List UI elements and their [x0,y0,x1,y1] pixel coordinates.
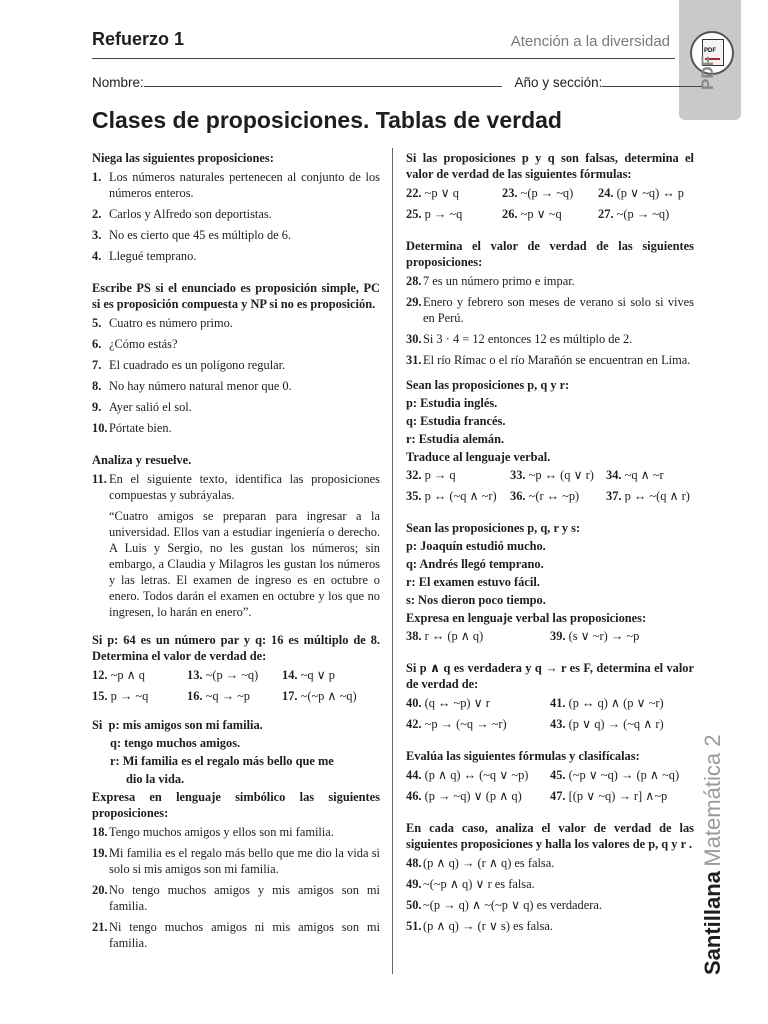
formula-item [550,788,694,804]
item-text: Enero y febrero son meses de verano si solo si vives en Perú. [423,295,694,325]
item-number: 34. [606,468,622,482]
formula-item [406,467,510,483]
item-text: (p ∨ q) → (~q ∧ r) [568,717,664,731]
formula-item [510,467,606,483]
grade-label: Año y sección: [514,75,603,90]
formula-item [502,206,598,222]
item-number: 4. [92,249,102,263]
item-number: 18. [92,825,108,839]
item-number: 28. [406,274,422,288]
item-text: En el siguiente texto, identifica las proposiciones compuestas y subráyalas. [109,472,380,502]
item-number: 29. [406,295,422,309]
section-heading: Si p ∧ q es verdadera y q → r es F, determina el valor de verdad de: [406,661,694,691]
formula-row [92,688,380,704]
item-number: 10. [92,421,108,435]
item-text: Llegué temprano. [109,249,197,263]
premise-line: q: Estudia francés. [406,414,506,428]
formula-item [187,667,282,683]
formula-item [606,488,694,504]
list-item [92,378,380,394]
list-item [92,420,380,436]
list-item [406,918,694,934]
item-number: 14. [282,668,298,682]
list-item [92,919,380,951]
section-heading: Niega las siguientes proposiciones: [92,151,274,165]
section-heading: Si las proposiciones p y q son falsas, determina el valor de verdad de las siguientes fórmulas: [406,151,694,181]
formula-item [187,688,282,704]
section-heading: Expresa en lenguaje simbólico las siguientes proposiciones: [92,790,380,820]
list-item [92,845,380,877]
formula-item [550,628,694,644]
item-number: 46. [406,789,422,803]
section-heading: Analiza y resuelve. [92,453,192,467]
name-field[interactable] [144,74,502,87]
list-item [92,169,380,201]
item-number: 47. [550,789,566,803]
item-text: ~(p → q) ∧ ~(~p ∨ q) es verdadera. [423,898,602,912]
item-text: [(p ∨ ~q) → r] ∧~p [568,789,668,803]
item-list [92,169,380,264]
premise-line: s: Nos dieron poco tiempo. [406,593,546,607]
formula-item [598,206,694,222]
list-item [406,273,694,289]
header-rule [92,58,675,59]
list-item [92,357,380,373]
item-text: ~q ∧ ~r [624,468,664,482]
item-number: 43. [550,717,566,731]
item-text: (~p ∨ ~q) → (p ∧ ~q) [568,768,680,782]
formula-item [92,667,187,683]
item-number: 33. [510,468,526,482]
item-number: 27. [598,207,614,221]
formula-row [406,695,694,711]
item-number: 50. [406,898,422,912]
pdf-side-label: PDF [698,56,717,90]
premise-line: r: Estudia alemán. [406,432,505,446]
premise-r-cont: dio la vida. [126,772,185,786]
item-text: (p ∧ q) → (r ∨ s) es falsa. [423,919,553,933]
item-text: ~q ∨ p [300,668,335,682]
list-item [92,227,380,243]
formula-item [406,767,550,783]
formula-row [406,185,694,201]
list-item [92,399,380,415]
premise-line: q: Andrés llegó temprano. [406,557,544,571]
formula-item [606,467,694,483]
item-text: ~p ↔ (q ∨ r) [528,468,594,482]
formula-row [406,467,694,483]
item-number: 24. [598,186,614,200]
item-text: Tengo muchos amigos y ellos son mi familia. [109,825,334,839]
item-number: 42. [406,717,422,731]
premise-line: r: El examen estuvo fácil. [406,575,540,589]
item-text: (q ↔ ~p) ∨ r [424,696,490,710]
premise-line: p: Joaquín estudió mucho. [406,539,546,553]
item-list [92,824,380,951]
item-text: Mi familia es el regalo más bello que me dio la vida si solo si mis amigos son mi familia. [109,846,380,876]
item-text: Los números naturales pertenecen al conjunto de los números enteros. [109,170,380,200]
section-heading: Escribe PS si el enunciado es proposición simple, PC si es proposición compuesta y NP si no es proposición. [92,281,380,311]
formula-item [282,667,380,683]
item-number: 39. [550,629,566,643]
item-text: Carlos y Alfredo son deportistas. [109,207,272,221]
item-number: 1. [92,170,102,184]
list-item [406,897,694,913]
item-text: Ni tengo muchos amigos ni mis amigos son mi familia. [109,920,380,950]
formula-item [92,688,187,704]
list-item [92,336,380,352]
item-number: 45. [550,768,566,782]
left-column [92,150,380,956]
item-number: 11. [92,472,107,486]
item-number: 12. [92,668,108,682]
item-text: p → ~q [424,207,463,221]
formula-grid [406,185,694,222]
item-number: 49. [406,877,422,891]
item-text: ¿Cómo estás? [109,337,178,351]
item-text: No tengo muchos amigos y mis amigos son mi familia. [109,883,380,913]
item-number: 38. [406,629,422,643]
item-text: ~p ∨ q [424,186,459,200]
formula-item [406,488,510,504]
item-text: ~(~p ∧ q) ∨ r es falsa. [423,877,535,891]
premise-line: Traduce al lenguaje verbal. [406,450,551,464]
item-text: p ↔ (~q ∧ ~r) [424,489,497,503]
section-label: Atención a la diversidad [510,33,670,50]
formula-item [598,185,694,201]
formula-grid [92,667,380,704]
list-item [406,855,694,871]
item-number: 51. [406,919,422,933]
formula-grid [406,628,694,644]
item-text: p → q [424,468,456,482]
name-label: Nombre: [92,75,144,90]
item-text: ~(p → ~q) [205,668,259,682]
formula-item [550,716,694,732]
item-text: (s ∨ ~r) → ~p [568,629,640,643]
item-text: ~(p → ~q) [520,186,574,200]
premise-block [406,520,694,626]
name-line [92,74,702,90]
premise-q: q: tengo muchos amigos. [110,736,241,750]
item-text: p → ~q [110,689,149,703]
formula-row [406,488,694,504]
item-number: 5. [92,316,102,330]
premise-line [92,717,380,733]
list-item [92,471,380,503]
premise-p: p: mis amigos son mi familia. [108,718,263,732]
page-title: Clases de proposiciones. Tablas de verdad [92,107,562,133]
item-text: Pórtate bien. [109,421,172,435]
item-number: 37. [606,489,622,503]
formula-item [406,716,550,732]
list-item [92,824,380,840]
item-number: 26. [502,207,518,221]
formula-row [406,767,694,783]
pdf-icon[interactable]: PDF [690,31,734,75]
section-heading: Determina el valor de verdad de las siguientes proposiciones: [406,239,694,269]
item-text: ~q → ~p [205,689,250,703]
grade-field[interactable] [602,74,702,87]
item-text: ~(p → ~q) [616,207,670,221]
item-text: No es cierto que 45 es múltiplo de 6. [109,228,292,242]
list-item [406,352,694,368]
book-name: Matemática 2 [700,734,725,867]
formula-item [510,488,606,504]
item-text: ~p ∧ q [110,668,145,682]
item-number: 41. [550,696,566,710]
premise-r: r: Mi familia es el regalo más bello que me [110,754,334,768]
item-text: ~p → (~q → ~r) [424,717,507,731]
item-text: Cuatro es número primo. [109,316,233,330]
item-text: No hay número natural menor que 0. [109,379,292,393]
item-number: 7. [92,358,102,372]
item-number: 3. [92,228,102,242]
brand-label [700,735,726,975]
item-number: 30. [406,332,422,346]
item-list [406,855,694,934]
formula-item [550,695,694,711]
formula-row [406,206,694,222]
right-column [406,150,694,939]
premise-line: Sean las proposiciones p, q, r y s: [406,521,581,535]
item-number: 48. [406,856,422,870]
section-heading: En cada caso, analiza el valor de verdad de las siguientes proposiciones y halla los valores de p, q y r . [406,821,694,851]
formula-row [406,788,694,804]
list-item [406,876,694,892]
item-text: El cuadrado es un polígono regular. [109,358,286,372]
section-heading: Evalúa las siguientes fórmulas y clasifícalas: [406,749,640,763]
quote-text: “Cuatro amigos se preparan para ingresar a la universidad. Ellos van a estudiar ingeniería o derecho. A Luis y Sergio, no les gustan los números; sin embargo, a Claudia y Milagros les gustan los números y las letras. El examen de ingreso es en octubre o enero. Todos darán el examen en octubre y los que no ingresen, lo harán en enero”. [109,509,380,619]
item-list [406,273,694,368]
item-number: 23. [502,186,518,200]
formula-item [502,185,598,201]
list-item [406,294,694,326]
item-text: p ↔ ~(q ∧ r) [624,489,690,503]
item-number: 9. [92,400,102,414]
item-text: (p ∧ q) → (r ∧ q) es falsa. [423,856,555,870]
item-number: 36. [510,489,526,503]
premise-line: Expresa en lenguaje verbal las proposiciones: [406,611,647,625]
item-number: 20. [92,883,108,897]
list-item [92,315,380,331]
publisher-name: Santillana [700,871,725,975]
item-text: ~(r ↔ ~p) [528,489,580,503]
item-text: (p ∧ q) ↔ (~q ∨ ~p) [424,768,529,782]
item-text: Ayer salió el sol. [109,400,192,414]
item-text: 7 es un número primo e impar. [423,274,575,288]
column-divider [392,148,393,974]
item-text: Si 3 · 4 = 12 entonces 12 es múltiplo de 2. [423,332,633,346]
item-text: El río Rímac o el río Marañón se encuentran en Lima. [423,353,691,367]
item-number: 8. [92,379,102,393]
item-number: 6. [92,337,102,351]
section-heading: Si p: 64 es un número par y q: 16 es múltiplo de 8. Determina el valor de verdad de: [92,633,380,663]
item-text: (p ↔ q) ∧ (p ∨ ~r) [568,696,664,710]
item-text: r ↔ (p ∧ q) [424,629,484,643]
formula-item [406,628,550,644]
item-number: 15. [92,689,108,703]
formula-grid [406,695,694,732]
item-text: (p → ~q) ∨ (p ∧ q) [424,789,522,803]
formula-grid [406,467,694,504]
item-list [92,315,380,436]
formula-item [550,767,694,783]
item-number: 16. [187,689,203,703]
item-number: 2. [92,207,102,221]
item-text: (p ∨ ~q) ↔ p [616,186,685,200]
item-number: 40. [406,696,422,710]
formula-item [406,206,502,222]
worksheet-label: Refuerzo 1 [92,29,185,49]
premise-block [406,377,694,465]
formula-item [406,185,502,201]
item-number: 44. [406,768,422,782]
premise-line: Sean las proposiciones p, q y r: [406,378,570,392]
formula-row [92,667,380,683]
item-number: 13. [187,668,203,682]
item-number: 31. [406,353,422,367]
formula-item [406,788,550,804]
item-number: 21. [92,920,108,934]
formula-item [282,688,380,704]
item-number: 32. [406,468,422,482]
list-item [92,206,380,222]
formula-row [406,628,694,644]
list-item [92,248,380,264]
item-number: 35. [406,489,422,503]
item-number: 25. [406,207,422,221]
item-number: 17. [282,689,298,703]
list-item [92,882,380,914]
item-text: ~p ∨ ~q [520,207,562,221]
item-number: 22. [406,186,422,200]
list-item [406,331,694,347]
formula-item [406,695,550,711]
formula-row [406,716,694,732]
formula-grid [406,767,694,804]
premise-si: Si [92,718,103,732]
item-number: 19. [92,846,108,860]
premise-line: p: Estudia inglés. [406,396,498,410]
item-text: ~(~p ∧ ~q) [300,689,357,703]
